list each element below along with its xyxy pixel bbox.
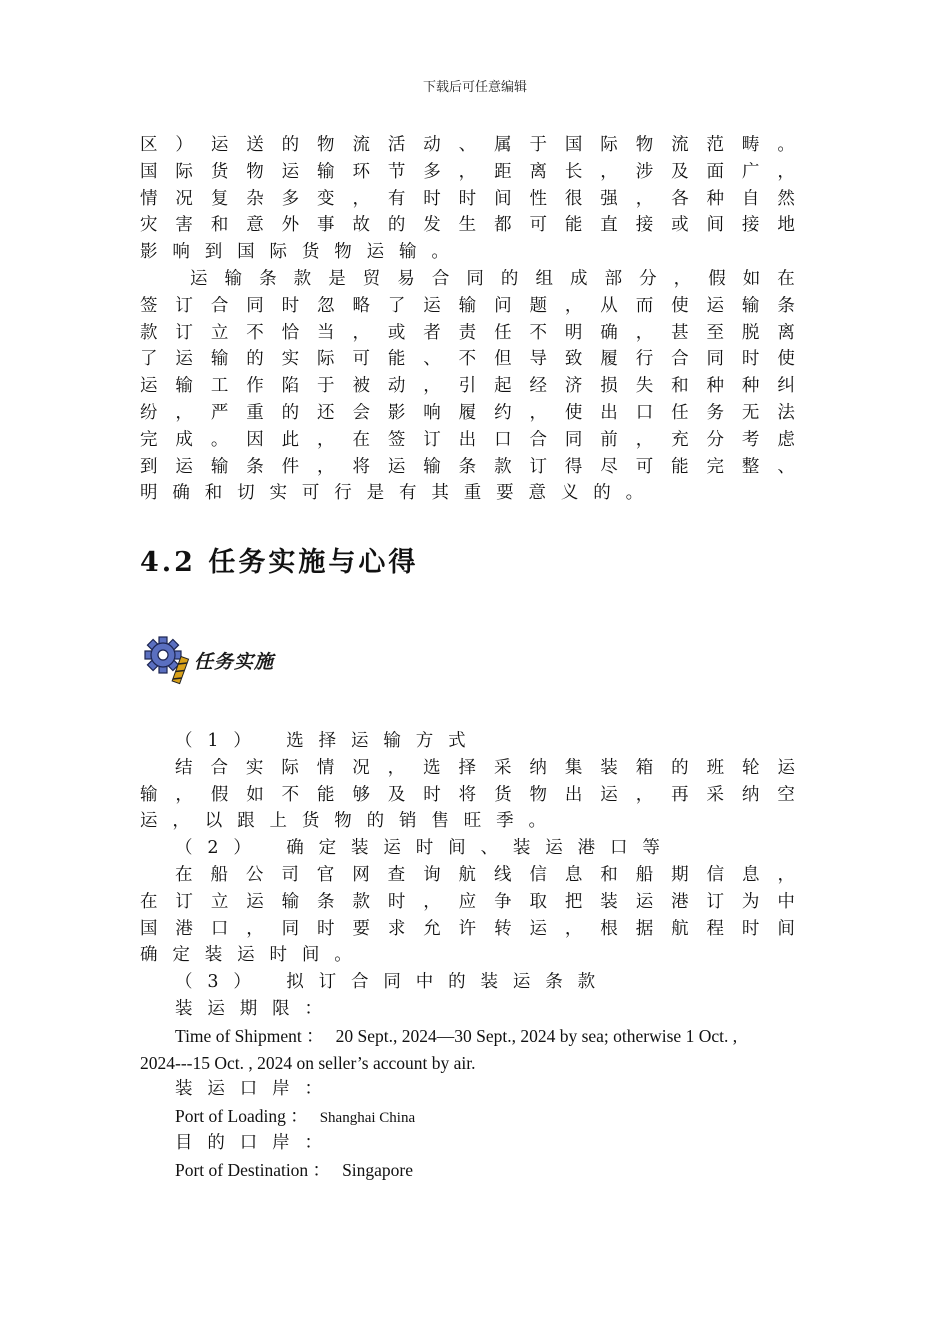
port-of-destination-value: Singapore [342,1159,414,1180]
text-line: 区 ） 运 送 的 物 流 活 动 、 属 于 国 际 物 流 范 畴 。 [140,135,795,155]
text-line: 签 订 合 同 时 忽 略 了 运 输 问 题 ， 从 而 使 运 输 条 [140,295,795,316]
time-of-shipment-value: 20 Sept., 2024—30 Sept., 2024 by sea; otherwise 1 Oct. , [335,1025,738,1046]
text-line: 到 运 输 条 件 ， 将 运 输 条 款 订 得 尽 可 能 完 整 、 [140,456,795,477]
destination-port-label: 目的口岸： [175,1132,337,1153]
paragraph-transport-clause [140,266,795,507]
gear-icon [144,633,190,687]
text-line: 确定装运时间。 [140,945,367,966]
step-1-title: （1） 选择运输方式 [175,731,481,751]
banner-label: 任务实施 [194,650,275,673]
text-line: 情 况 复 杂 多 变 ， 有 时 时 间 性 很 强 ， 各 种 自 然 [140,188,795,209]
text-line: 结 合 实 际 情 况 ， 选 择 采 纳 集 装 箱 的 班 轮 运 [175,757,795,778]
text-line: 影响到国际货物运输。 [140,242,464,263]
text-line: 在 订 立 运 输 条 款 时 ， 应 争 取 把 装 运 港 订 为 中 [140,891,795,912]
section-heading: 4.2 任务实施与心得 [140,547,419,578]
text-line: 运 输 工 作 陷 于 被 动 ， 引 起 经 济 损 失 和 种 种 纠 [140,376,795,397]
port-of-loading-value: Shanghai China [319,1110,416,1127]
text-line: 国 港 口 ， 同 时 要 求 允 许 转 运 ， 根 据 航 程 时 间 [140,918,795,939]
task-implementation-banner [144,632,294,688]
text-line: 运 输 条 款 是 贸 易 合 同 的 组 成 部 分 ， 假 如 在 [190,269,795,289]
step-2-title: （2） 确定装运时间、装运港口等 [175,838,675,859]
text-line: 了 运 输 的 实 际 可 能 、 不 但 导 致 履 行 合 同 时 使 [140,349,795,370]
page-header-note: 下载后可任意编辑 [422,80,527,95]
text-line: 输 ， 假 如 不 能 够 及 时 将 货 物 出 运 ， 再 采 纳 空 [140,784,795,805]
text-line: 国 际 货 物 运 输 环 节 多 ， 距 离 长 ， 涉 及 面 广 ， [140,161,795,182]
time-of-shipment-label: Time of Shipment ： [175,1025,324,1046]
shipment-period-label: 装运期限： [175,998,337,1019]
text-line: 纷 ， 严 重 的 还 会 影 响 履 约 ， 使 出 口 任 务 无 法 [140,402,795,423]
port-of-loading-line [140,1103,795,1130]
paragraph-international-transport [140,132,795,266]
port-of-destination-line [140,1157,795,1184]
text-line: 灾 害 和 意 外 事 故 的 发 生 都 可 能 直 接 或 间 接 地 [140,215,795,236]
text-line: 运，以跟上货物的销售旺季。 [140,811,561,832]
time-of-shipment-continuation: 2024---15 Oct. , 2024 on seller’s account by air. [140,1052,476,1073]
port-of-loading-label: Port of Loading ： [175,1106,308,1127]
port-of-destination-label: Port of Destination ： [175,1159,331,1180]
text-line: 明确和切实可行是有其重要意义的。 [140,483,658,504]
text-line: 在 船 公 司 官 网 查 询 航 线 信 息 和 船 期 信 息 ， [175,864,795,885]
loading-port-label: 装运口岸： [175,1079,337,1100]
text-line: 完 成 。 因 此 ， 在 签 订 出 口 合 同 前 ， 充 分 考 虑 [140,429,795,450]
step-3-title: （3） 拟订合同中的装运条款 [175,972,610,993]
task-steps [140,728,795,1184]
time-of-shipment-line [140,1023,795,1050]
text-line: 款 订 立 不 恰 当 ， 或 者 责 任 不 明 确 ， 甚 至 脱 离 [140,322,795,343]
